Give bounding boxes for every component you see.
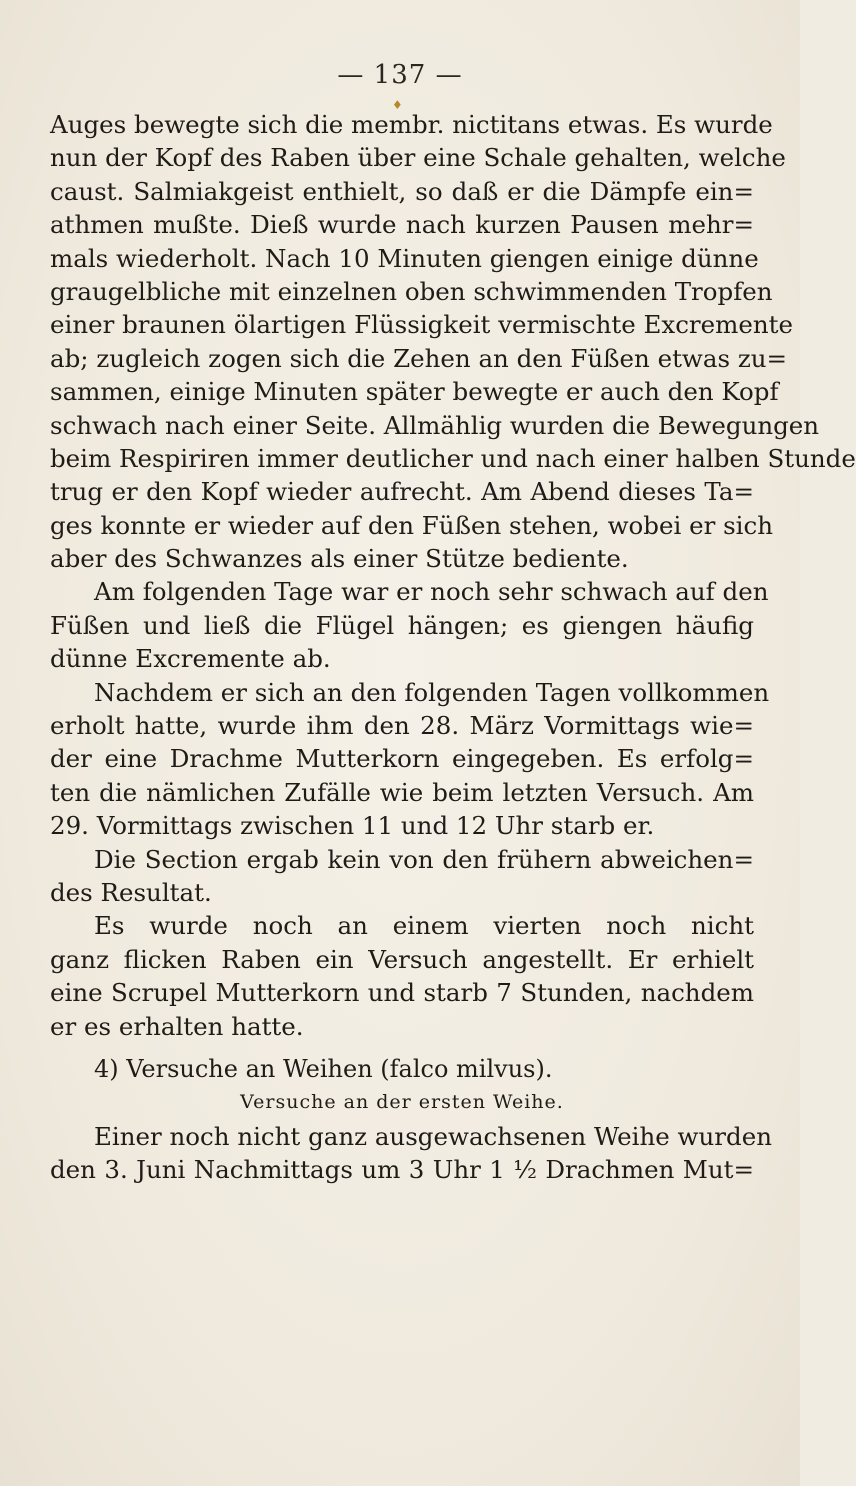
spacer [50,1043,754,1053]
paragraph [50,1120,772,1187]
text-line: des Resultat. [50,877,212,907]
text-line: Am folgenden Tage war er noch sehr schwach auf den [94,577,769,607]
text-line: Einer noch nicht ganz ausgewachsenen Weihe wurden [94,1121,772,1151]
text-line: sammen, einige Minuten später bewegte er auch den Kopf [50,377,779,407]
paragraph [50,575,769,675]
paragraph [50,843,754,910]
page-number: — 137 — [337,60,463,90]
text-line: beim Respiriren immer deutlicher und nach einer halben Stunde [50,443,856,473]
text-line: erholt hatte, wurde ihm den 28. März Vormittags wie= [50,711,754,741]
paragraph [50,909,754,1043]
text-line: ganz flicken Raben ein Versuch angestellt. Er erhielt [50,944,754,974]
sub-heading: Versuche an der ersten Weihe. [240,1091,564,1114]
text-line: der eine Drachme Mutterkorn eingegeben. Es erfolg= [50,744,754,774]
text-line: ten die nämlichen Zufälle wie beim letzten Versuch. Am [50,777,754,807]
text-line: ab; zugleich zogen sich die Zehen an den Füßen etwas zu= [50,343,788,373]
text-line: er es erhalten hatte. [50,1011,304,1041]
text-line: Die Section ergab kein von den frühern abweichen= [94,844,754,874]
section-heading: 4) Versuche an Weihen (falco milvus). [94,1054,553,1083]
text-line: Füßen und ließ die Flügel hängen; es giengen häufig [50,610,754,640]
text-line: caust. Salmiakgeist enthielt, so daß er die Dämpfe ein= [50,176,754,206]
print-mark: ♦ [392,98,403,112]
paragraph [50,108,856,575]
paragraph [50,676,770,843]
text-line: ges konnte er wieder auf den Füßen stehen, wobei er sich [50,510,774,540]
text-line: dünne Excremente ab. [50,644,331,674]
text-line: Auges bewegte sich die membr. nictitans etwas. Es wurde [50,110,773,139]
text-line: eine Scrupel Mutterkorn und starb 7 Stunden, nachdem [50,978,754,1008]
text-line: nun der Kopf des Raben über eine Schale gehalten, welche [50,143,786,173]
text-line: graugelbliche mit einzelnen oben schwimmenden Tropfen [50,276,773,306]
text-line: mals wiederholt. Nach 10 Minuten giengen einige dünne [50,243,759,273]
text-line: einer braunen ölartigen Flüssigkeit vermischte Excremente [50,310,793,340]
text-line: aber des Schwanzes als einer Stütze bediente. [50,544,629,574]
text-line: trug er den Kopf wieder aufrecht. Am Abend dieses Ta= [50,477,754,507]
text-line: Es wurde noch an einem vierten noch nicht [94,911,754,941]
text-line: athmen mußte. Dieß wurde nach kurzen Pausen mehr= [50,210,754,240]
body-text [50,108,856,1187]
text-line: 29. Vormittags zwischen 11 und 12 Uhr starb er. [50,811,655,841]
text-line: den 3. Juni Nachmittags um 3 Uhr 1 ½ Drachmen Mut= [50,1155,754,1185]
text-line: schwach nach einer Seite. Allmählig wurden die Bewegungen [50,410,820,440]
text-line: Nachdem er sich an den folgenden Tagen vollkommen [94,677,770,707]
